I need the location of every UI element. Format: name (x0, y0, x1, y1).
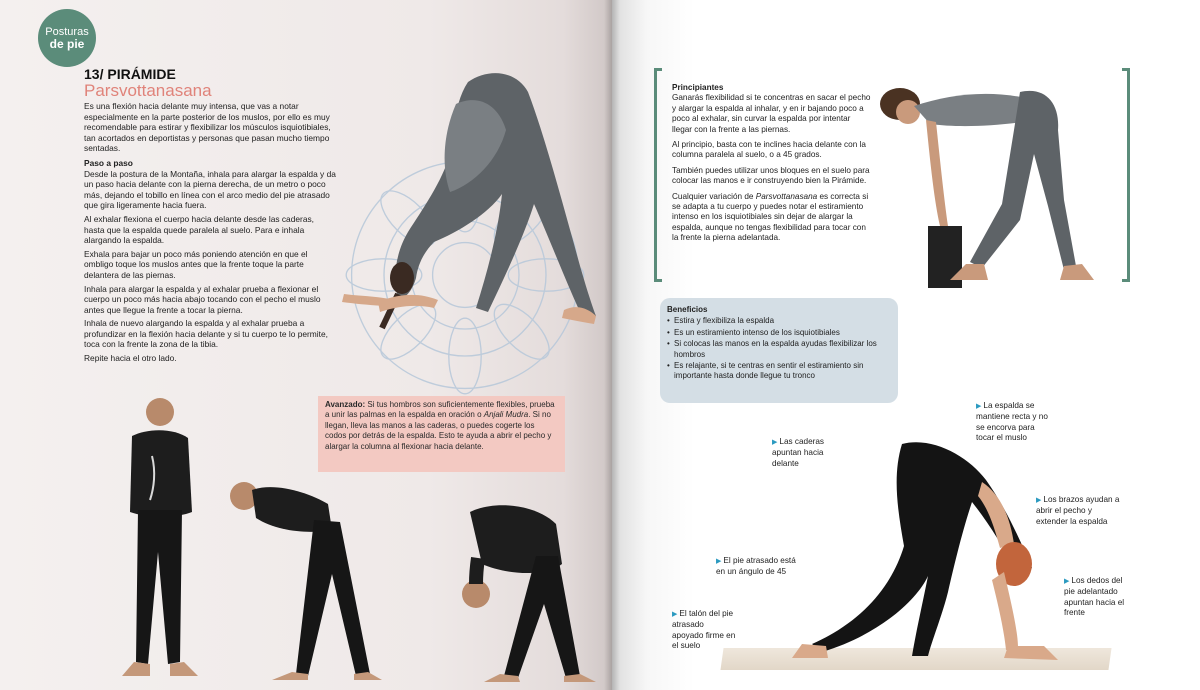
man-half-bend-photo (204, 474, 384, 684)
benefits-list (667, 316, 891, 381)
steps-heading: Paso a paso (84, 157, 133, 168)
callout-text: Los dedos del pie adelantado apuntan hacia el frente (1064, 576, 1125, 618)
instructions-column (84, 101, 336, 367)
beginners-paragraph (672, 192, 872, 244)
advanced-tip-box (318, 396, 565, 472)
pose-sanskrit-name: Parsvottanasana (84, 81, 212, 100)
step-paragraph: Inhala de nuevo alargando la espalda y al exhalar prueba a profundizar en la flexión hacia delante y si tu cuerpo te lo permite, toca con la frente la zona de la tibia. (84, 318, 328, 350)
callout-text: La espalda se mantiene recta y no se encorva para tocar el muslo (976, 401, 1048, 443)
benefit-item: • Si colocas las manos en la espalda ayudas flexibilizar los hombros (667, 339, 891, 360)
man-standing-photo (108, 392, 208, 684)
callout-back-foot (716, 556, 804, 578)
badge-line-1: Posturas (45, 26, 89, 38)
badge-line-2: de pie (49, 37, 85, 51)
callout-arrow-icon: ▶ (976, 403, 982, 410)
beginners-paragraph: Ganarás flexibilidad si te concentras en sacar el pecho y alargar la espalda al inhalar, y en ir bajando poco a poco al exhalar, sin curvar la espalda por intentar llegar con la frente a las piernas. (672, 93, 871, 134)
principiantes-bracket-left (654, 68, 662, 282)
callout-heel (672, 609, 736, 652)
principiantes-bracket-right (1122, 68, 1130, 282)
advanced-text: Si tus hombros son suficientemente flexibles, prueba a unir las palmas en la espalda en oración o (325, 400, 555, 420)
callout-text: Las caderas apuntan hacia delante (772, 437, 824, 468)
benefits-box (660, 298, 898, 403)
beginners-text-end: es correcta si se adapta a tu cuerpo y puedes notar el estiramiento intenso en los isquiotibiales sin dejar de alargar la espalda, aunque no tengas flexibilidad para tocar con la frente la pierna adelantada. (672, 191, 869, 243)
benefit-item: • Es relajante, si te centras en sentir el estiramiento sin importante hasta donde llegue tu tronco (667, 361, 891, 382)
benefits-heading: Beneficios (667, 305, 708, 314)
beginners-text: Cualquier variación de (672, 191, 756, 201)
step-paragraph: Inhala para alargar la espalda y al exhalar prueba a flexionar el cuerpo un poco más hacia abajo tocando con el pecho el muslo antes que llegue la frente a tocar la pierna. (84, 283, 321, 315)
callout-arrow-icon: ▶ (672, 611, 678, 618)
beginners-heading: Principiantes (672, 83, 724, 92)
callout-text: El talón del pie atrasado apoyado firme en el suelo (672, 609, 736, 651)
callout-arrow-icon: ▶ (772, 439, 778, 446)
advanced-label: Avanzado: (325, 400, 366, 409)
step-paragraph: Desde la postura de la Montaña, inhala para alargar la espalda y da un paso hacia delante con la pierna derecha, de un metro o poco más, dejando el tobillo en línea con el arco medio del pie atrasado que gira ligeramente hacia fuera. (84, 168, 336, 211)
callout-text: Los brazos ayudan a abrir el pecho y extender la espalda (1036, 495, 1120, 526)
beginner-pose-photo (870, 80, 1120, 290)
callout-front-toes (1064, 576, 1134, 619)
callout-text: El pie atrasado está en un ángulo de 45 (716, 556, 796, 577)
man-deep-fold-photo (440, 494, 600, 684)
step-paragraph: Exhala para bajar un poco más poniendo atención en que el ombligo toque los muslos antes que la frente toque la parte delantera de las piernas. (84, 248, 308, 280)
callout-arrow-icon: ▶ (1036, 497, 1042, 504)
callout-arrow-icon: ▶ (716, 558, 722, 565)
advanced-text-end: . Si no llegan, lleva las manos a las caderas, o puedes cogerte los codos por detrás de la espalda. Esto te ayuda a abrir el pecho y alargar la columna al flexionar hacia delante. (325, 410, 552, 451)
beginners-paragraph: Al principio, basta con te inclines hacia delante con la columna paralela al suelo, o a 45 grados. (672, 140, 866, 160)
callout-back (976, 401, 1054, 444)
beginners-paragraph: También puedes utilizar unos bloques en el suelo para colocar las manos e ir construyendo bien la Pirámide. (672, 165, 870, 186)
benefit-item: • Estira y flexibiliza la espalda (667, 316, 891, 326)
pyramid-pose-side-photo (782, 436, 1082, 668)
pyramid-pose-photo (338, 64, 600, 336)
benefit-item: • Es un estiramiento intenso de los isquiotibiales (667, 328, 891, 338)
callout-hips (772, 437, 836, 469)
step-paragraph: Al exhalar flexiona el cuerpo hacia delante desde las caderas, hasta que la espalda quede paralela al suelo. Para e inhala alargando la espalda. (84, 213, 314, 246)
intro-paragraph: Es una flexión hacia delante muy intensa, que vas a notar especialmente en la parte posterior de los muslos, por ello es muy recomendable para estirar y flexibilizar los músculos isquiotibiales, tan acortados en deportistas y personas que pasan mucho tiempo sentadas. (84, 101, 331, 154)
step-paragraph: Repite hacia el otro lado. (84, 353, 177, 364)
advanced-emphasis: Anjali Mudra (483, 410, 529, 420)
page-gutter (604, 0, 620, 690)
callout-arrow-icon: ▶ (1064, 578, 1070, 585)
section-badge (38, 9, 96, 67)
pose-title: 13/ PIRÁMIDE (84, 66, 176, 82)
beginners-section (672, 83, 872, 249)
beginners-emphasis: Parsvottanasana (755, 191, 818, 201)
callout-arms (1036, 495, 1120, 527)
